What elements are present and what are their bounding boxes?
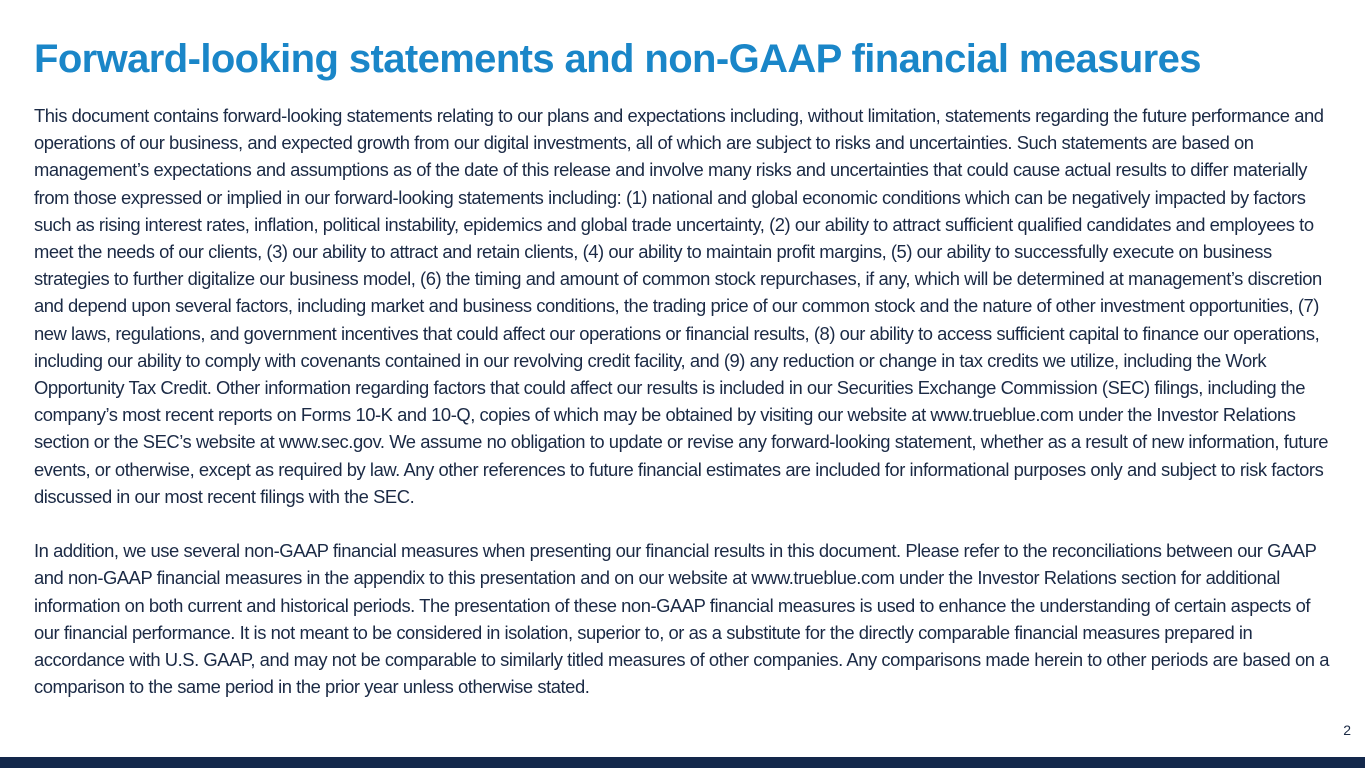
non-gaap-paragraph: In addition, we use several non-GAAP financial measures when presenting our financial results in this document. Please refer to the reconciliations between our GAAP and non-GAAP financial measures in the appendix to this presentation and on our website at www.trueblue.com under the Investor Relations section for additional information on both current and historical periods. The presentation of these non-GAAP financial measures is used to enhance the understanding of certain aspects of our financial performance. It is not meant to be considered in isolation, superior to, or as a substitute for the directly comparable financial measures prepared in accordance with U.S. GAAP, and may not be comparable to similarly titled measures of other companies. Any comparisons made herein to other periods are based on a comparison to the same period in the prior year unless otherwise stated. bbox=[34, 540, 1329, 698]
footer-bar bbox=[0, 757, 1365, 768]
page-number: 2 bbox=[1343, 722, 1351, 738]
slide-title: Forward-looking statements and non-GAAP financial measures bbox=[34, 37, 1201, 81]
slide-body bbox=[34, 102, 1332, 700]
forward-looking-paragraph: This document contains forward-looking statements relating to our plans and expectations including, without limitation, statements regarding the future performance and operations of our business, and expected growth from our digital investments, all of which are subject to risks and uncertainties. Such statements are based on management’s expectations and assumptions as of the date of this release and involve many risks and uncertainties that could cause actual results to differ materially from those expressed or implied in our forward-looking statements including: (1) national and global economic conditions which can be negatively impacted by factors such as rising interest rates, inflation, political instability, epidemics and global trade uncertainty, (2) our ability to attract sufficient qualified candidates and employees to meet the needs of our clients, (3) our ability to attract and retain clients, (4) our ability to maintain profit margins, (5) our ability to successfully execute on business strategies to further digitalize our business model, (6) the timing and amount of common stock repurchases, if any, which will be determined at management’s discretion and depend upon several factors, including market and business conditions, the trading price of our common stock and the nature of other investment opportunities, (7) new laws, regulations, and government incentives that could affect our operations or financial results, (8) our ability to access sufficient capital to finance our operations, including our ability to comply with covenants contained in our revolving credit facility, and (9) any reduction or change in tax credits we utilize, including the Work Opportunity Tax Credit. Other information regarding factors that could affect our results is included in our Securities Exchange Commission (SEC) filings, including the company’s most recent reports on Forms 10-K and 10-Q, copies of which may be obtained by visiting our website at www.trueblue.com under the Investor Relations section or the SEC’s website at www.sec.gov. We assume no obligation to update or revise any forward-looking statement, whether as a result of new information, future events, or otherwise, except as required by law. Any other references to future financial estimates are included for informational purposes only and subject to risk factors discussed in our most recent filings with the SEC. bbox=[34, 105, 1329, 507]
